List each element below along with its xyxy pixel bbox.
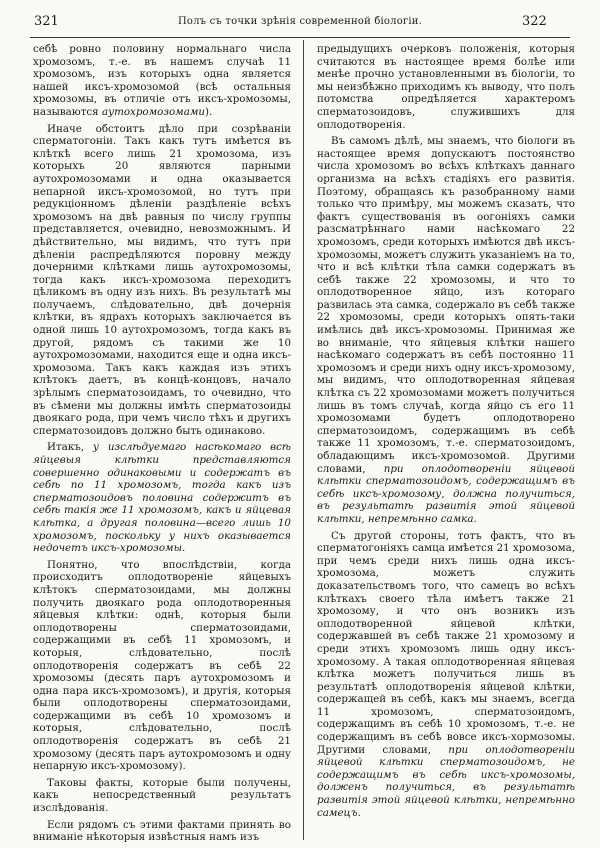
emphasis: при оплодотвореніи яйцевой клѣтки сперматозоидомъ, не содержащимъ въ себѣ иксъ-хромозомы, долженъ получиться, въ результатѣ развитія этой яйцевой клѣтки, непремѣнно самецъ. xyxy=(317,743,575,819)
page-number-right: 322 xyxy=(522,14,547,29)
paragraph: Иначе обстоитъ дѣло при созрѣваніи сперматогоніи. Такъ какъ тутъ имѣется въ клѣткѣ всего лишь 21 хромозома, изъ которыхъ 20 являются парными аутохромозомами и одна оказывается непарной иксъ-хромозомой, но тутъ при редукціонномъ дѣленіи раздѣленіе всѣхъ хромозомъ на двѣ равныя по числу группы представляется, очевидно, невозможнымъ. И дѣйствительно, мы видимъ, что тутъ при дѣленіи распредѣляются поровну между дочерними клѣтками лишь аутохромозомы, тогда какъ иксъ-хромозома переходитъ цѣликомъ въ одну изъ нихъ. Въ результатѣ мы получаемъ, слѣдовательно, двѣ дочернія клѣтки, въ ядрахъ которыхъ заключается въ одной лишь 10 аутохромозомъ, тогда какъ въ другой, рядомъ съ такими же 10 аутохромозомами, находится еще и одна иксъ-хромозома. Такъ какъ каждая изъ этихъ клѣтокъ даетъ, въ концѣ-концовъ, начало зрѣлымъ сперматозоидамъ, то очевидно, что въ сѣмени мы должны имѣть сперматозоиды двоякаго рода, при чемъ число тѣхъ и другихъ сперматозоидовъ должно быть одинаково. xyxy=(33,122,291,437)
emphasis: аутохромозомами xyxy=(101,105,206,118)
column-divider xyxy=(303,40,304,840)
emphasis: у изслѣдуемаго насѣкомаго всѣ яйцевыя клѣтки представляются совершенно одинаковыми и содержатъ въ себѣ по 11 хромозомъ, тогда какъ изъ сперматозоидовъ половина содержитъ въ себѣ такія же 11 хромозомъ, какъ и яйцевая клѣтка, а другая половина—всего лишь 10 хромозомъ, поскольку у нихъ оказывается недочетъ иксъ-хромозомы. xyxy=(33,441,291,555)
left-column xyxy=(33,43,291,848)
paragraph: Итакъ, у изслѣдуемаго насѣкомаго всѣ яйцевыя клѣтки представляются совершенно одинаковыми и содержатъ въ себѣ по 11 хромозомъ, тогда какъ изъ сперматозоидовъ половина содержитъ въ себѣ такія же 11 хромозомъ, какъ и яйцевая клѣтка, а другая половина—всего лишь 10 хромозомъ, поскольку у нихъ оказывается недочетъ иксъ-хромозомы. xyxy=(33,441,291,555)
right-column xyxy=(317,43,575,848)
paragraph: Если рядомъ съ этими фактами принять во вниманіе нѣкоторыя извѣстныя намъ изъ xyxy=(33,818,291,844)
header-rule xyxy=(30,37,570,38)
paragraph: себѣ ровно половину нормальнаго числа хромозомъ, т.-е. въ нашемъ случаѣ 11 хромозомъ, изъ которыхъ одна является нашей иксъ-хромозомой (всѣ остальныя хромозомы, въ отличіе отъ иксъ-хромозомы, называются аутохромозомами). xyxy=(33,43,291,118)
page-number-left: 321 xyxy=(34,14,59,29)
paragraph: Въ самомъ дѣлѣ, мы знаемъ, что біологи въ настоящее время допускаютъ постоянство числа хромозомъ во всѣхъ клѣткахъ даннаго организма на всѣхъ стадіяхъ его развитія. Поэтому, обращаясь къ разобранному нами только что примѣру, мы можемъ сказать, что фактъ существованія въ оогоніяхъ самки разсматрѣннаго нами насѣкомаго 22 хромозомъ, среди которыхъ имѣются двѣ иксъ-хромозомы, можетъ служить указаніемъ на то, что и всѣ клѣтки тѣла самки содержатъ въ себѣ также 22 хромозомы, и что то оплодотворенное яйцо, изъ котораго развилась эта самка, содержало въ себѣ также 22 хромозомы, среди которыхъ опять-таки имѣлись двѣ иксъ-хромозомы. Принимая же во вниманіе, что яйцевыя клѣтки нашего насѣкомаго содержатъ въ себѣ постоянно 11 хромозомъ и среди нихъ одну иксъ-хромозому, мы видимъ, что оплодотворенная яйцевая клѣтка съ 22 хромозомами можетъ получиться лишь въ томъ случаѣ, когда яйцо съ его 11 хромозомами будетъ оплодотворено сперматозоидомъ, содержащимъ въ себѣ также 11 хромозомъ, т.-е. сперматозоидомъ, обладающимъ иксъ-хромозомой. Другими словами, при оплодотвореніи яйцевой клѣтки сперматозоидомъ, содержащимъ въ себѣ иксъ-хромозому, должна получиться, въ результатѣ развитія этой яйцевой клѣтки, непремѣнно самка. xyxy=(317,135,575,525)
paragraph: Таковы факты, которые были получены, какъ непосредственный результатъ изслѣдованія. xyxy=(33,776,291,815)
paragraph: Съ другой стороны, тотъ фактъ, что въ сперматогоніяхъ самца имѣется 21 хромозома, при чемъ среди нихъ лишь одна иксъ-хромозома, можетъ служить доказательствомъ того, что самецъ во всѣхъ клѣткахъ своего тѣла имѣетъ также 21 хромозому, и что онъ возникъ изъ оплодотворенной яйцевой клѣтки, содержавшей въ себѣ также 21 хромозому и среди этихъ хромозомъ лишь одну иксъ-хромозому. А такая оплодотворенная яйцевая клѣтка можетъ получиться лишь въ результатѣ оплодотворенія яйцевой клѣтки, содержащей въ себѣ, какъ мы знаемъ, всегда 11 хромозомъ, сперматозоидомъ, содержащимъ въ себѣ 10 хромозомъ, т.-е. не содержащимъ въ себѣ вовсе иксъ-хормозомы. Другими словами, при оплодотвореніи яйцевой клѣтки сперматозоидомъ, не содержащимъ въ себѣ иксъ-хромозомы, долженъ получиться, въ результатѣ развитія этой яйцевой клѣтки, непремѣнно самецъ. xyxy=(317,529,575,819)
emphasis: при оплодотвореніи яйцевой клѣтки сперматозоидомъ, содержащимъ въ себѣ иксъ-хромозому, должна получиться, въ результатѣ развитія этой яйцевой клѣтки, непремѣнно самка. xyxy=(317,462,575,525)
paragraph: Понятно, что впослѣдствіи, когда происходитъ оплодотвореніе яйцевыхъ клѣтокъ сперматозоидами, мы должны получить двоякаго рода оплодотворенныя яйцевыя клѣтки: однѣ, которыя были оплодотворены сперматозоидами, содержащими въ себѣ 11 хромозомъ, и которыя, слѣдовательно, послѣ оплодотворенія содержатъ въ себѣ 22 хромозомы (десять паръ аутохромозомъ и одна пара иксъ-хромозомъ), и другія, которыя были оплодотворены сперматозоидами, содержащими въ себѣ 10 хромозомъ и которыя, слѣдовательно, послѣ оплодотворенія содержатъ въ себѣ 21 хромозому (десять паръ аутохромозомъ и одну непарную иксъ-хромозому). xyxy=(33,558,291,773)
running-title: Полъ съ точки зрѣнія современной біологіи. xyxy=(177,16,423,27)
page-header xyxy=(0,14,600,34)
paragraph: предыдущихъ очерковъ положенія, которыя считаются въ настоящее время болѣе или менѣе прочно установленными въ біологіи, то мы неизбѣжно приходимъ къ выводу, что полъ потомства опредѣляется характеромъ сперматозоидовъ, служившихъ для оплодотворенія. xyxy=(317,43,575,131)
